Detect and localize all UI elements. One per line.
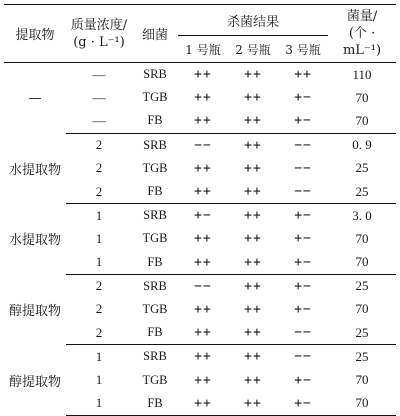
- bacteria-count-cell: 70: [328, 251, 396, 275]
- bacteria-count-cell: 0. 9: [352, 137, 372, 153]
- bacteria-count-cell: 3. 0: [352, 207, 372, 223]
- header-kill-result: 杀菌结果: [178, 5, 328, 36]
- bottle-1-result-cell: ++: [178, 321, 228, 345]
- bottle-3-result-cell: −−: [294, 349, 312, 365]
- bottle-3-result-cell: +−: [278, 109, 328, 133]
- concentration-cell: 1: [95, 230, 103, 246]
- header-bottle-2: 2 号瓶: [235, 42, 271, 57]
- bottle-2-result-cell: ++: [244, 301, 262, 317]
- bottle-3-result-cell: −−: [294, 137, 312, 153]
- bottle-3-result-cell: −−: [278, 180, 328, 204]
- concentration-cell: 1: [66, 251, 132, 275]
- extract-cell: 水提取物: [8, 162, 61, 178]
- bacteria-cell: FB: [132, 180, 178, 204]
- bacteria-cell: TGB: [142, 231, 168, 246]
- header-concentration-line2: (g · L⁻¹): [73, 34, 125, 50]
- bacteria-cell: FB: [132, 109, 178, 133]
- bottle-1-result-cell: ++: [178, 109, 228, 133]
- concentration-cell: 1: [95, 348, 103, 364]
- table-body: [4, 63, 396, 416]
- bottle-3-result-cell: +−: [294, 372, 312, 388]
- concentration-cell: 2: [95, 137, 103, 153]
- bottle-3-result-cell: −−: [294, 160, 312, 176]
- bacteria-cell: TGB: [142, 160, 168, 175]
- header-bacteria: 细菌: [141, 28, 168, 43]
- concentration-cell: 2: [66, 321, 132, 345]
- concentration-cell: 2: [95, 278, 103, 294]
- bottle-1-result-cell: +−: [194, 208, 212, 224]
- table-row: [4, 345, 396, 369]
- header-extract: 提取物: [15, 28, 55, 43]
- bottle-3-result-cell: +−: [278, 251, 328, 275]
- bacteria-count-cell: 70: [355, 301, 369, 317]
- bactericidal-results-table: [4, 4, 396, 416]
- bottle-1-result-cell: −−: [194, 137, 212, 153]
- bottle-1-result-cell: ++: [194, 90, 212, 106]
- bacteria-count-cell: 70: [355, 230, 369, 246]
- header-count-line2: (个 · mL⁻¹): [342, 26, 382, 58]
- bacteria-cell: TGB: [142, 372, 168, 387]
- bacteria-count-cell: 25: [355, 348, 369, 364]
- bacteria-cell: FB: [132, 392, 178, 416]
- concentration-cell: 2: [95, 160, 103, 176]
- bottle-3-result-cell: ++: [294, 67, 312, 83]
- concentration-cell: 1: [95, 207, 103, 223]
- bacteria-count-cell: 25: [355, 278, 369, 294]
- bacteria-count-cell: 110: [352, 66, 372, 82]
- bottle-1-result-cell: ++: [194, 372, 212, 388]
- bottle-3-result-cell: +−: [278, 392, 328, 416]
- bacteria-cell: FB: [132, 321, 178, 345]
- header-count-line1: 菌量/: [346, 9, 378, 24]
- bottle-3-result-cell: +−: [294, 278, 312, 294]
- bacteria-count-cell: 70: [355, 372, 369, 388]
- bacteria-count-cell: 25: [328, 321, 396, 345]
- bottle-1-result-cell: ++: [194, 349, 212, 365]
- bottle-2-result-cell: ++: [228, 321, 278, 345]
- bottle-3-result-cell: +−: [294, 301, 312, 317]
- concentration-cell: —: [92, 66, 106, 82]
- bottle-2-result-cell: ++: [244, 137, 262, 153]
- bacteria-count-cell: 25: [355, 160, 369, 176]
- bottle-3-result-cell: +−: [294, 90, 312, 106]
- table-row: [4, 133, 396, 157]
- bacteria-cell: SRB: [143, 67, 167, 82]
- bottle-3-result-cell: −−: [278, 321, 328, 345]
- extract-cell: 醇提取物: [8, 303, 61, 319]
- header-bottle-3: 3 号瓶: [285, 42, 321, 57]
- table-header: [4, 5, 396, 63]
- bacteria-cell: TGB: [142, 90, 168, 105]
- bottle-2-result-cell: ++: [244, 231, 262, 247]
- concentration-cell: —: [66, 109, 132, 133]
- bacteria-count-cell: 70: [328, 392, 396, 416]
- bacteria-count-cell: 25: [328, 180, 396, 204]
- table-row: [4, 274, 396, 298]
- extract-cell: —: [28, 90, 42, 106]
- bottle-2-result-cell: ++: [228, 392, 278, 416]
- bacteria-cell: FB: [132, 251, 178, 275]
- header-concentration-line1: 质量浓度/: [70, 17, 128, 33]
- bacteria-cell: SRB: [143, 278, 167, 293]
- bottle-1-result-cell: ++: [194, 67, 212, 83]
- bacteria-count-cell: 70: [328, 109, 396, 133]
- table-row: [4, 63, 396, 87]
- concentration-cell: 2: [95, 301, 103, 317]
- bottle-2-result-cell: ++: [244, 208, 262, 224]
- bottle-2-result-cell: ++: [228, 109, 278, 133]
- bottle-1-result-cell: ++: [178, 180, 228, 204]
- concentration-cell: 2: [66, 180, 132, 204]
- header-count: [328, 5, 396, 63]
- concentration-cell: —: [92, 89, 106, 105]
- bacteria-cell: SRB: [143, 137, 167, 152]
- bottle-1-result-cell: ++: [194, 301, 212, 317]
- bacteria-count-cell: 70: [355, 89, 369, 105]
- bottle-3-result-cell: +−: [294, 208, 312, 224]
- table-row: [4, 204, 396, 228]
- header-concentration: [66, 5, 132, 63]
- extract-cell: 水提取物: [8, 233, 61, 249]
- bottle-2-result-cell: ++: [244, 349, 262, 365]
- bottle-3-result-cell: +−: [294, 231, 312, 247]
- bacteria-cell: TGB: [142, 301, 168, 316]
- bacteria-cell: SRB: [143, 349, 167, 364]
- bottle-2-result-cell: ++: [244, 372, 262, 388]
- bottle-1-result-cell: ++: [194, 231, 212, 247]
- bottle-2-result-cell: ++: [244, 90, 262, 106]
- bottle-2-result-cell: ++: [228, 251, 278, 275]
- bottle-2-result-cell: ++: [244, 278, 262, 294]
- bottle-2-result-cell: ++: [244, 67, 262, 83]
- extract-cell: 醇提取物: [8, 374, 61, 390]
- bottle-2-result-cell: ++: [228, 180, 278, 204]
- bottle-1-result-cell: ++: [178, 251, 228, 275]
- concentration-cell: 1: [66, 392, 132, 416]
- header-bottle-1: 1 号瓶: [185, 42, 221, 57]
- bottle-1-result-cell: ++: [194, 160, 212, 176]
- bottle-1-result-cell: ++: [178, 392, 228, 416]
- bacteria-cell: SRB: [143, 208, 167, 223]
- bottle-2-result-cell: ++: [244, 160, 262, 176]
- bottle-1-result-cell: −−: [194, 278, 212, 294]
- concentration-cell: 1: [95, 372, 103, 388]
